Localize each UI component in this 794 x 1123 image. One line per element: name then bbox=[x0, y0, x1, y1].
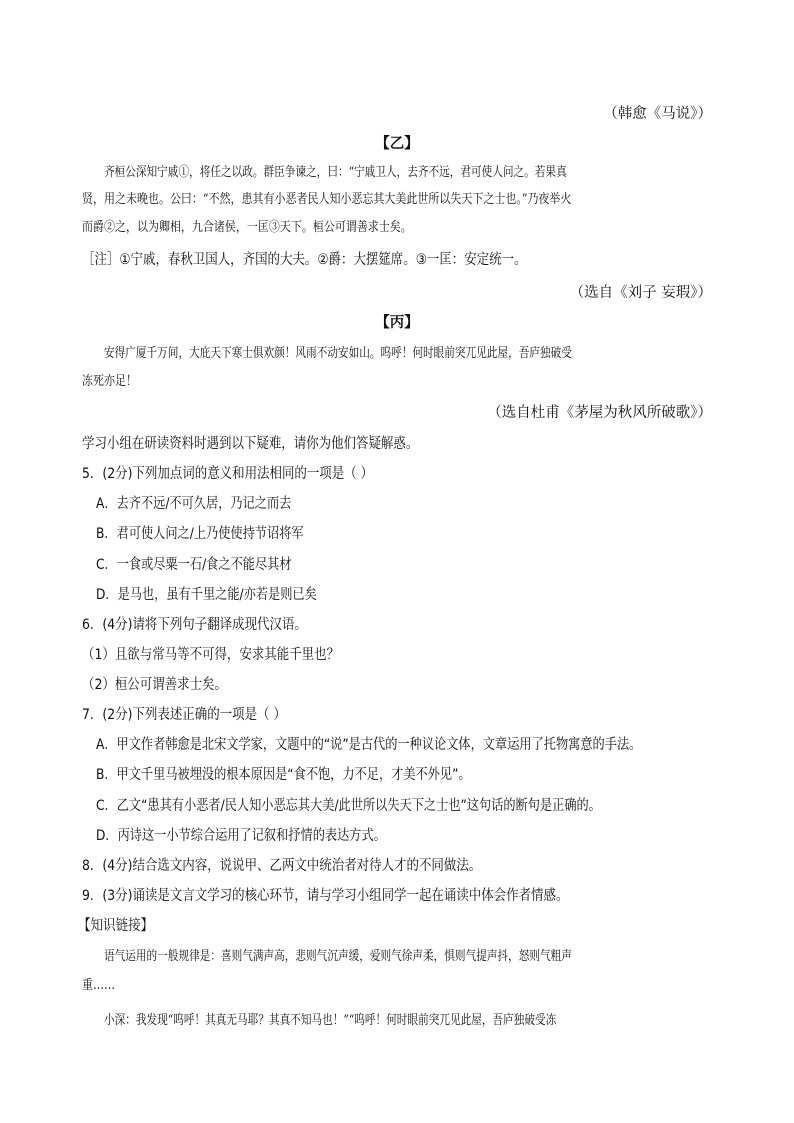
source-yi: （选自《刘子 妄瑕》） bbox=[569, 285, 712, 301]
knowledge-heading: 【知识链接】 bbox=[78, 918, 154, 934]
q7-option-c: C．乙文“患其有小恶者/民人知小恶忘其大美/此世所以失天下之士也”这句话的断句是正确的。 bbox=[96, 798, 601, 814]
q6-stem: 6．(4分)请将下列句子翻译成现代汉语。 bbox=[82, 617, 307, 633]
source-bing: （选自杜甫《茅屋为秋风所破歌》） bbox=[487, 405, 712, 421]
q8-stem: 8．(4分)结合选文内容，说说甲、乙两文中统治者对待人才的不同做法。 bbox=[82, 858, 482, 874]
q9-stem: 9．(3分)诵读是文言文学习的核心环节，请与学习小组同学一起在诵读中体会作者情感。 bbox=[82, 888, 569, 904]
knowledge-line1: 语气运用的一般规律是：喜则气满声高，悲则气沉声缓，爱则气徐声柔，惧则气提声抖，怒则气粗声 bbox=[104, 949, 572, 964]
q7-option-d: D．丙诗这一小节综合运用了记叙和抒情的表达方式。 bbox=[96, 828, 386, 844]
q7-stem: 7．(2分)下列表述正确的一项是（ ） bbox=[82, 707, 286, 723]
q5-option-d: D．是马也，虽有千里之能/亦若是则已矣 bbox=[96, 587, 317, 603]
q7-option-b: B．甲文千里马被埋没的根本原因是“食不饱，力不足，才美不外见”。 bbox=[96, 767, 471, 783]
q6-sentence-1: （1）且欲与常马等不可得，安求其能千里也？ bbox=[82, 647, 340, 663]
q5-option-a: A．去齐不远/不可久居，乃记之而去 bbox=[96, 496, 292, 512]
xiaoshen-line: 小深：我发现“呜呼！其真无马耶？其真不知马也！”“呜呼！何时眼前突兀见此屋，吾庐独破受冻 bbox=[104, 1013, 557, 1028]
q5-option-b: B．君可使人问之/上乃使使持节诏将军 bbox=[96, 526, 304, 542]
bing-line1: 安得广厦千万间，大庇天下寒士俱欢颜！风雨不动安如山。呜呼！何时眼前突兀见此屋，吾庐独破受 bbox=[104, 346, 572, 361]
knowledge-line2: 重…… bbox=[82, 978, 115, 993]
yi-para-line3: 而爵②之，以为卿相，九合诸侯，一匡③天下。桓公可谓善求士矣。 bbox=[82, 220, 412, 235]
bing-line2: 冻死亦足！ bbox=[82, 374, 137, 389]
yi-para-line2: 贤，用之未晚也。公曰：“不然，患其有小恶者民人知小恶忘其大美此世所以失天下之士也。”乃夜举火 bbox=[82, 192, 572, 207]
yi-note: ［注］①宁戚，春秋卫国人，齐国的大夫。②爵：大摆筵席。③一匡：安定统一。 bbox=[82, 252, 527, 268]
q5-stem: 5．(2分)下列加点词的意义和用法相同的一项是（ ） bbox=[82, 466, 374, 482]
q7-option-a: A．甲文作者韩愈是北宋文学家，文题中的“说”是古代的一种议论文体，文章运用了托物寓意的手法。 bbox=[96, 737, 642, 753]
q6-sentence-2: （2）桓公可谓善求士矣。 bbox=[82, 677, 227, 693]
heading-bing: 【丙】 bbox=[375, 315, 419, 331]
heading-yi: 【乙】 bbox=[375, 136, 419, 152]
intro-text: 学习小组在研读资料时遇到以下疑难，请你为他们答疑解惑。 bbox=[82, 436, 419, 452]
yi-para-line1: 齐桓公深知宁戚①，将任之以政。群臣争谏之，曰：“宁戚卫人，去齐不远，君可使人问之。若果真 bbox=[104, 165, 567, 180]
q5-option-c: C．一食或尽粟一石/食之不能尽其材 bbox=[96, 557, 292, 573]
source-ma: （韩愈《马说》） bbox=[603, 106, 712, 122]
